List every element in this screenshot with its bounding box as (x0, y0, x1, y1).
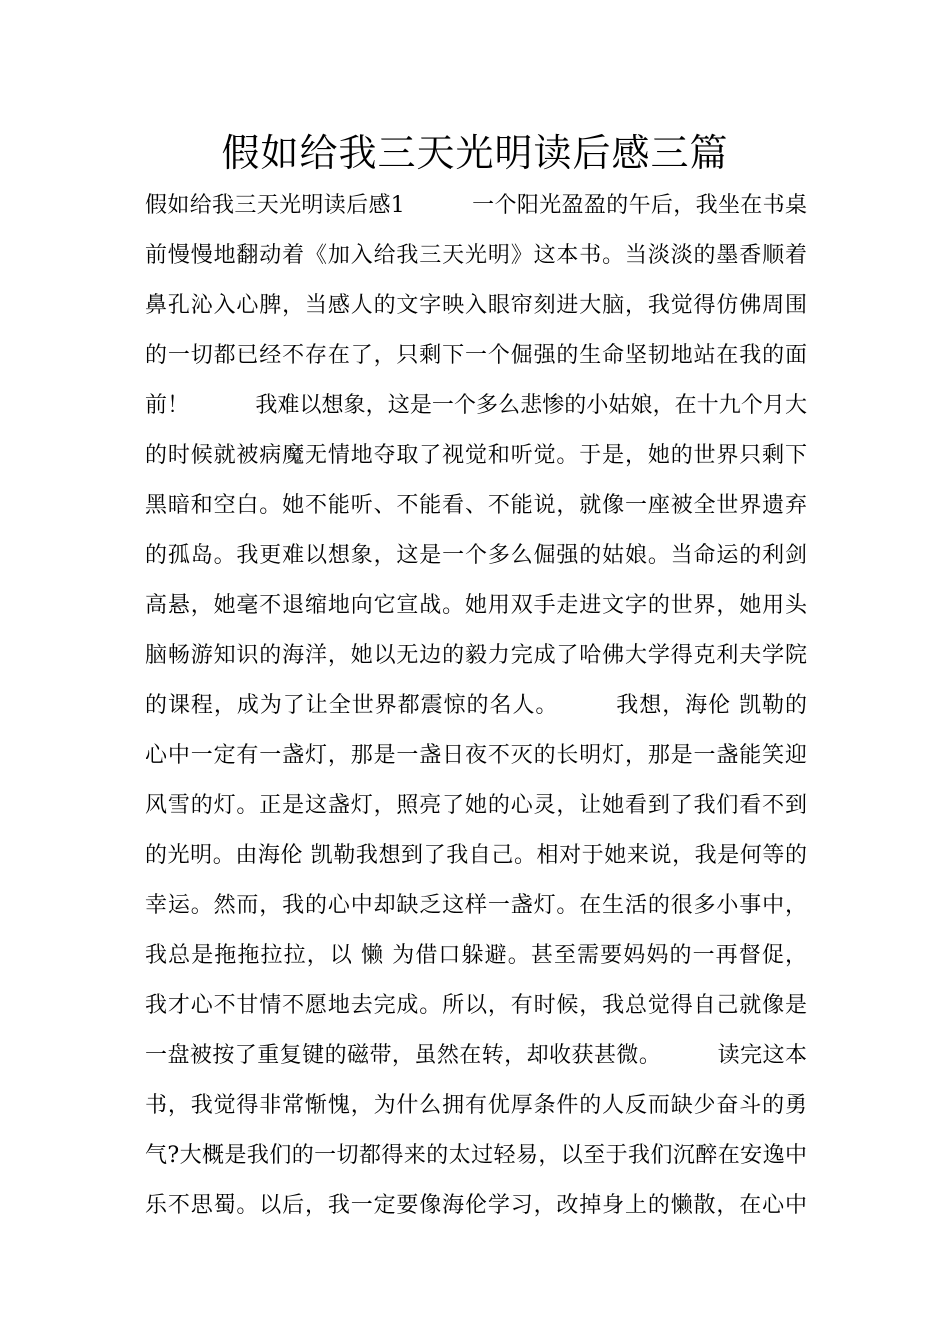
text-line: 气?大概是我们的一切都得来的太过轻易，以至于我们沉醉在安逸中 (145, 1143, 807, 1168)
text-line: 鼻孔沁入心脾，当感人的文字映入眼帘刻进大脑，我觉得仿佛周围 (145, 293, 807, 318)
text-line: 幸运。然而，我的心中却缺乏这样一盏灯。在生活的很多小事中， (145, 893, 807, 918)
text-line: 心中一定有一盏灯，那是一盏日夜不灭的长明灯，那是一盏能笑迎 (145, 743, 807, 768)
text-line: 假如给我三天光明读后感1 一个阳光盈盈的午后，我坐在书桌 (145, 193, 807, 218)
document-body (145, 181, 807, 1231)
text-line: 的光明。由海伦 凯勒我想到了我自己。相对于她来说，我是何等的 (145, 843, 807, 868)
text-line: 乐不思蜀。以后，我一定要像海伦学习，改掉身上的懒散，在心中 (145, 1193, 807, 1218)
text-line: 的一切都已经不存在了，只剩下一个倔强的生命坚韧地站在我的面 (145, 343, 807, 368)
document-title: 假如给我三天光明读后感三篇 (221, 131, 729, 175)
text-line: 的孤岛。我更难以想象，这是一个多么倔强的姑娘。当命运的利剑 (145, 543, 807, 568)
text-line: 我总是拖拖拉拉，以 懒 为借口躲避。甚至需要妈妈的一再督促， (145, 943, 807, 968)
text-line: 的课程，成为了让全世界都震惊的名人。 我想，海伦 凯勒的 (145, 693, 807, 718)
text-line: 我才心不甘情不愿地去完成。所以，有时候，我总觉得自己就像是 (145, 993, 807, 1018)
text-line: 前慢慢地翻动着《加入给我三天光明》这本书。当淡淡的墨香顺着 (145, 243, 807, 268)
text-line: 脑畅游知识的海洋，她以无边的毅力完成了哈佛大学得克利夫学院 (145, 643, 807, 668)
text-line: 风雪的灯。正是这盏灯，照亮了她的心灵，让她看到了我们看不到 (145, 793, 807, 818)
text-line: 黑暗和空白。她不能听、不能看、不能说，就像一座被全世界遗弃 (145, 493, 807, 518)
text-line: 一盘被按了重复键的磁带，虽然在转，却收获甚微。 读完这本 (145, 1043, 807, 1068)
text-line: 书，我觉得非常惭愧，为什么拥有优厚条件的人反而缺少奋斗的勇 (145, 1093, 807, 1118)
text-line: 的时候就被病魔无情地夺取了视觉和听觉。于是，她的世界只剩下 (145, 443, 807, 468)
text-line: 高悬，她毫不退缩地向它宣战。她用双手走进文字的世界，她用头 (145, 593, 807, 618)
text-line: 前！ 我难以想象，这是一个多么悲惨的小姑娘，在十九个月大 (145, 393, 807, 418)
